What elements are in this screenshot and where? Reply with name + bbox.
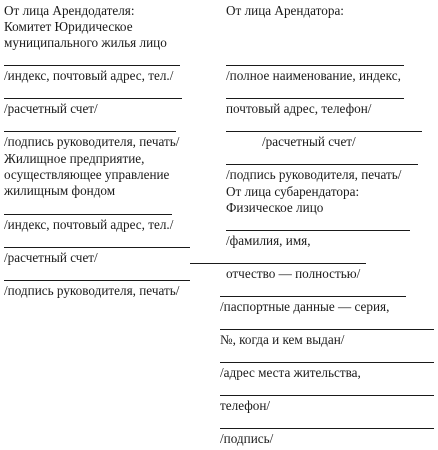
housing-account-line [4,247,190,248]
sublessee-issued-label: №, когда и кем выдан/ [220,332,345,347]
lessee-heading: От лица Арендатора: [226,3,344,18]
sublessee-heading: От лица субарендатора: [226,184,360,199]
sublessee-issued-line [220,329,434,330]
lessee-account-label: /расчетный счет/ [262,134,356,149]
housing-address-label: /индекс, почтовый адрес, тел./ [4,217,174,232]
lessor-signature-line [4,131,176,132]
lessee-address-line [226,98,404,99]
lessor-heading: От лица Арендодателя: [4,3,135,18]
housing-account-label: /расчетный счет/ [4,250,98,265]
sublessee-passport-label: /паспортные данные — серия, [220,299,390,314]
housing-signature-line [4,280,190,281]
lessee-address-label: почтовый адрес, телефон/ [226,101,372,116]
lessee-signature-line [226,164,418,165]
lessor-org-line-2: муниципального жилья лицо [4,35,167,50]
sublessee-patronymic-line [190,263,366,264]
lessor-org-line-1: Комитет Юридическое [4,19,133,34]
lessee-account-line [226,131,422,132]
sublessee-phone-label: телефон/ [220,398,271,413]
sublessee-residence-label: /адрес места жительства, [220,365,361,380]
lessee-name-line [226,65,404,66]
sublessee-passport-line [220,296,406,297]
lessor-address-line [4,65,180,66]
housing-signature-label: /подпись руководителя, печать/ [4,283,180,298]
lessor-account-line [4,98,182,99]
housing-org-line-1: Жилищное предприятие, [4,151,145,166]
sublessee-name-line [226,230,410,231]
sublessee-type: Физическое лицо [226,200,324,215]
sublessee-residence-line [220,362,434,363]
sublessee-phone-line [220,395,434,396]
lessee-signature-label: /подпись руководителя, печать/ [226,167,402,182]
lessor-account-label: /расчетный счет/ [4,101,98,116]
sublessee-patronymic-label: отчество — полностью/ [226,266,361,281]
housing-org-line-3: жилищным фондом [4,183,116,198]
housing-org-line-2: осуществляющее управление [4,167,170,182]
lessor-address-label: /индекс, почтовый адрес, тел./ [4,68,174,83]
sublessee-signature-line [220,428,434,429]
lessor-signature-label: /подпись руководителя, печать/ [4,134,180,149]
lessee-name-label: /полное наименование, индекс, [226,68,401,83]
housing-address-line [4,214,172,215]
sublessee-name-label: /фамилия, имя, [226,233,311,248]
sublessee-signature-label: /подпись/ [220,431,274,446]
